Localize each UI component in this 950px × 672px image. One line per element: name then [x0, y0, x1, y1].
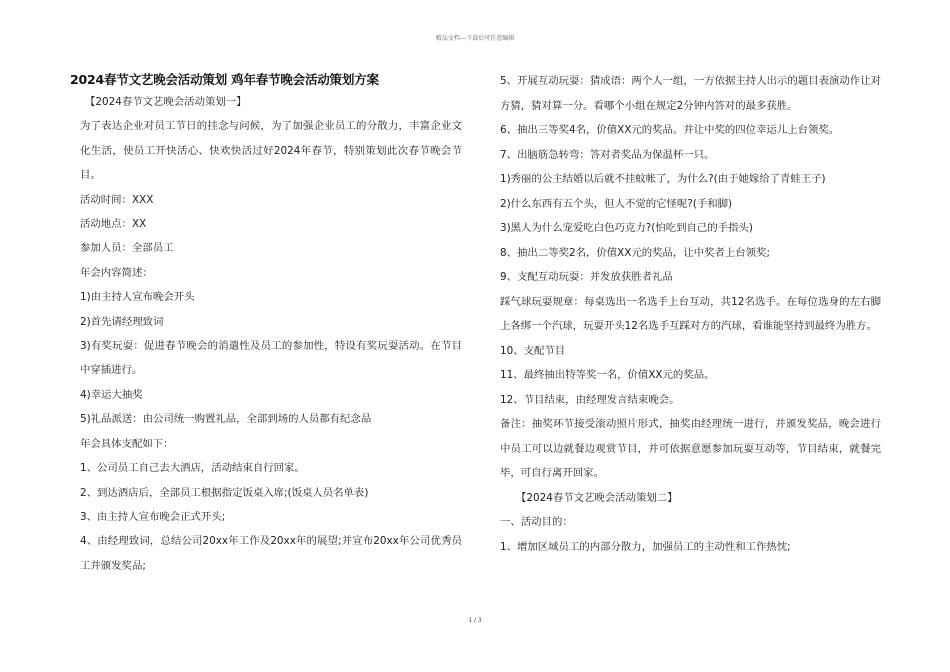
balloon-game-rules: 踩气球玩耍规章：每桌选出一名选手上台互动，共12名选手。在每位选身的左右脚上各绑一个汽球，玩耍开头12名选手互踩对方的汽球，看谁能坚持到最终为胜方。	[500, 295, 881, 332]
right-column	[489, 70, 881, 559]
summary-item-1: 1)由主持人宣布晚会开头	[80, 291, 195, 304]
schedule-item-9: 9、支配互动玩耍：并发放获胜者礼品	[500, 271, 673, 283]
activity-location: 活动地点：XX	[80, 218, 147, 231]
summary-item-5: 5)礼品派送：由公司统一购置礼品，全部到场的人员都有纪念品	[80, 413, 372, 426]
purpose-heading: 一、活动目的：	[500, 516, 573, 528]
schedule-item-7: 7、出脑筋急转弯：答对者奖品为保温杯一只。	[500, 148, 715, 161]
schedule-item-11: 11、最终抽出特等奖一名，价值XX元的奖品。	[500, 369, 715, 381]
riddle-2: 2)什么东西有五个头，但人不觉的它怪呢?(手和脚)	[500, 197, 733, 210]
schedule-item-8: 8、抽出二等奖2名，价值XX元的奖品，让中奖者上台领奖;	[500, 246, 770, 259]
schedule-heading: 年会具体支配如下：	[80, 437, 174, 450]
page-header: 精品文档---下载后可任意编辑	[435, 35, 515, 42]
schedule-item-5: 5、开展互动玩耍：猜成语：两个人一组，一方依据主持人出示的题目表演动作让对方猜，猜对算一分。看哪个小组在规定2分钟内答对的最多获胜。	[500, 75, 881, 112]
page-number: 1 / 3	[468, 617, 482, 624]
schedule-item-10: 10、支配节目	[500, 344, 566, 357]
section-heading-2: 【2024春节文艺晚会活动策划二】	[516, 491, 678, 504]
participants: 参加人员：全部员工	[80, 242, 174, 255]
purpose-item-1: 1、增加区域员工的内部分散力，加强员工的主动性和工作热忱;	[500, 540, 791, 553]
schedule-item-12: 12、节目结束，由经理发言结束晚会。	[500, 393, 680, 406]
section-heading-1: 【2024春节文艺晚会活动策划一】	[85, 96, 247, 108]
document-title: 2024春节文艺晚会活动策划 鸡年春节晚会活动策划方案	[70, 72, 379, 87]
left-column	[70, 70, 462, 578]
schedule-item-3: 3、由主持人宣布晚会正式开头;	[80, 510, 226, 523]
schedule-item-6: 6、抽出三等奖4名，价值XX元的奖品。并让中奖的四位幸运儿上台领奖。	[500, 124, 840, 136]
activity-time: 活动时间：XXX	[80, 193, 154, 206]
schedule-item-4: 4、由经理致词，总结公司20xx年工作及20xx年的展望;并宣布20xx年公司优秀员工并颁发奖品;	[80, 535, 462, 572]
content-summary-heading: 年会内容简述：	[80, 266, 153, 279]
summary-item-4: 4)幸运大抽奖	[80, 388, 143, 401]
schedule-item-2: 2、到达酒店后，全部员工根据指定饭桌入席;(饭桌人员名单表)	[80, 486, 369, 499]
summary-item-3: 3)有奖玩耍：促进春节晚会的消遣性及员工的参加性，特设有奖玩耍活动。在节目中穿插进行。	[80, 340, 462, 377]
riddle-3: 3)黑人为什么宠爱吃白色巧克力?(怕吃到自己的手指头)	[500, 222, 753, 234]
riddle-1: 1)秀丽的公主结婚以后就不挂蚊帐了，为什么?(由于她嫁给了青蛙王子)	[500, 173, 826, 185]
remarks: 备注：抽奖环节接受滚动照片形式，抽奖由经理统一进行，并颁发奖品，晚会进行中员工可以边就餐边观赏节目，并可依据意愿参加玩耍互动等，节目结束，就餐完毕，可自行离开回家。	[500, 418, 881, 479]
schedule-item-1: 1、公司员工自己去大酒店，活动结束自行回家。	[80, 462, 305, 475]
intro-paragraph: 为了表达企业对员工节日的挂念与问候，为了加强企业员工的分散力，丰富企业文化生活，使员工开快活心、快欢快活过好2024年春节，特别策划此次春节晚会节目。	[80, 120, 462, 182]
summary-item-2: 2)首先请经理致词	[80, 315, 164, 328]
